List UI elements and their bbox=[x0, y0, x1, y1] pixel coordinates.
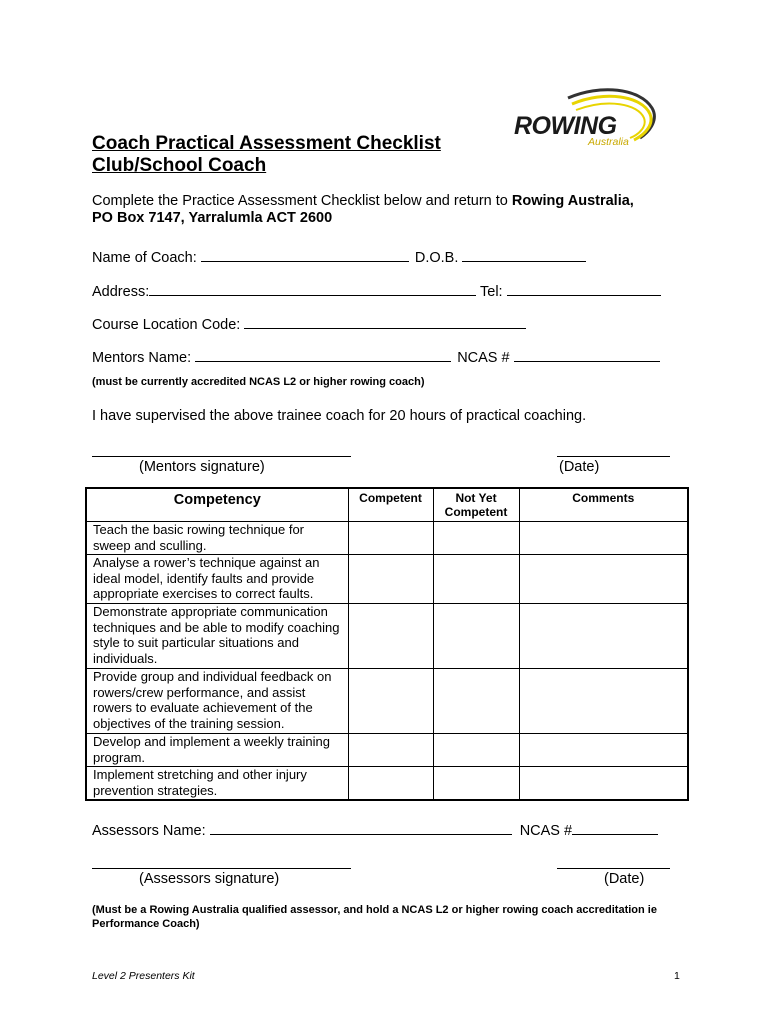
assessor-name-row bbox=[92, 820, 658, 839]
competency-text: Provide group and individual feedback on rowers/crew performance, and assist rowers to evaluate achievement of the objectives of the training session. bbox=[86, 669, 348, 734]
intro-instruction: Complete the Practice Assessment Checklist below and return to bbox=[92, 193, 512, 209]
competent-cell[interactable] bbox=[348, 522, 433, 555]
not-yet-cell[interactable] bbox=[433, 734, 519, 767]
intro-text bbox=[92, 193, 634, 209]
not-yet-cell[interactable] bbox=[433, 767, 519, 801]
header-competent: Competent bbox=[348, 488, 433, 522]
rowing-australia-logo bbox=[510, 86, 660, 152]
mentors-name-row bbox=[92, 347, 660, 366]
intro-org: Rowing Australia, bbox=[511, 193, 634, 209]
table-row bbox=[86, 604, 688, 669]
footer-kit: Level 2 Presenters Kit bbox=[92, 970, 195, 982]
assessor-date-label: (Date) bbox=[604, 871, 645, 887]
comments-cell[interactable] bbox=[519, 734, 688, 767]
address-row bbox=[92, 281, 661, 300]
competency-text: Analyse a rower’s technique against an ideal model, identify faults and provide appropriate exercises to correct faults. bbox=[86, 555, 348, 604]
competency-table bbox=[85, 487, 689, 801]
table-row bbox=[86, 522, 688, 555]
mentor-ncas-field[interactable] bbox=[514, 347, 660, 362]
not-yet-cell[interactable] bbox=[433, 604, 519, 669]
assessor-name-label: Assessors Name: bbox=[92, 823, 206, 839]
logo-word: ROWING bbox=[514, 112, 617, 140]
header-not-yet-competent bbox=[433, 488, 519, 522]
competent-cell[interactable] bbox=[348, 734, 433, 767]
assessor-name-field[interactable] bbox=[210, 820, 512, 835]
assessor-date-line[interactable] bbox=[557, 868, 670, 869]
comments-cell[interactable] bbox=[519, 604, 688, 669]
not-yet-cell[interactable] bbox=[433, 522, 519, 555]
mentor-ncas-label: NCAS # bbox=[457, 350, 510, 366]
dob-field[interactable] bbox=[462, 247, 586, 262]
table-row bbox=[86, 734, 688, 767]
assessor-note: (Must be a Rowing Australia qualified assessor, and hold a NCAS L2 or higher rowing coach accreditation ie Performance Coach) bbox=[92, 904, 657, 930]
page-subtitle: Club/School Coach bbox=[92, 155, 267, 176]
tel-field[interactable] bbox=[507, 281, 661, 296]
page-title: Coach Practical Assessment Checklist bbox=[92, 133, 441, 154]
logo-subtitle: Australia bbox=[588, 136, 629, 148]
table-header-row bbox=[86, 488, 688, 522]
competency-text: Develop and implement a weekly training program. bbox=[86, 734, 348, 767]
comments-cell[interactable] bbox=[519, 555, 688, 604]
mentor-signature-label: (Mentors signature) bbox=[139, 459, 265, 475]
coach-name-label: Name of Coach: bbox=[92, 250, 197, 266]
assessor-signature-line[interactable] bbox=[92, 868, 351, 869]
header-not-yet-line1: Not Yet bbox=[455, 491, 497, 505]
not-yet-cell[interactable] bbox=[433, 669, 519, 734]
mentor-note: (must be currently accredited NCAS L2 or higher rowing coach) bbox=[92, 376, 425, 388]
mentors-name-label: Mentors Name: bbox=[92, 350, 192, 366]
table-row bbox=[86, 767, 688, 801]
mentor-date-label: (Date) bbox=[559, 459, 600, 475]
assessor-signature-label: (Assessors signature) bbox=[139, 871, 280, 887]
competent-cell[interactable] bbox=[348, 604, 433, 669]
header-competency: Competency bbox=[86, 488, 348, 522]
header-comments: Comments bbox=[519, 488, 688, 522]
table-row bbox=[86, 669, 688, 734]
course-location-row bbox=[92, 314, 526, 333]
address-label: Address: bbox=[92, 284, 150, 300]
assessor-ncas-label: NCAS # bbox=[519, 823, 573, 839]
competent-cell[interactable] bbox=[348, 669, 433, 734]
supervision-statement: I have supervised the above trainee coach for 20 hours of practical coaching. bbox=[92, 408, 587, 424]
address-field[interactable] bbox=[149, 281, 476, 296]
not-yet-cell[interactable] bbox=[433, 555, 519, 604]
coach-name-row bbox=[92, 247, 586, 266]
competency-text: Teach the basic rowing technique for sweep and sculling. bbox=[86, 522, 348, 555]
header-not-yet-line2: Competent bbox=[444, 505, 508, 519]
competent-cell[interactable] bbox=[348, 555, 433, 604]
intro-address: PO Box 7147, Yarralumla ACT 2600 bbox=[92, 210, 333, 226]
mentor-date-line[interactable] bbox=[557, 456, 670, 457]
assessor-ncas-field[interactable] bbox=[572, 820, 658, 835]
mentors-name-field[interactable] bbox=[195, 347, 451, 362]
competent-cell[interactable] bbox=[348, 767, 433, 801]
course-location-label: Course Location Code: bbox=[92, 317, 241, 333]
comments-cell[interactable] bbox=[519, 767, 688, 801]
comments-cell[interactable] bbox=[519, 522, 688, 555]
coach-name-field[interactable] bbox=[201, 247, 409, 262]
course-location-field[interactable] bbox=[244, 314, 526, 329]
dob-label: D.O.B. bbox=[414, 250, 459, 266]
tel-label: Tel: bbox=[480, 284, 503, 300]
comments-cell[interactable] bbox=[519, 669, 688, 734]
table-row bbox=[86, 555, 688, 604]
mentor-signature-line[interactable] bbox=[92, 456, 351, 457]
page-number: 1 bbox=[674, 970, 680, 982]
competency-text: Implement stretching and other injury prevention strategies. bbox=[86, 767, 348, 801]
competency-text: Demonstrate appropriate communication techniques and be able to modify coaching style to suit particular situations and individuals. bbox=[86, 604, 348, 669]
